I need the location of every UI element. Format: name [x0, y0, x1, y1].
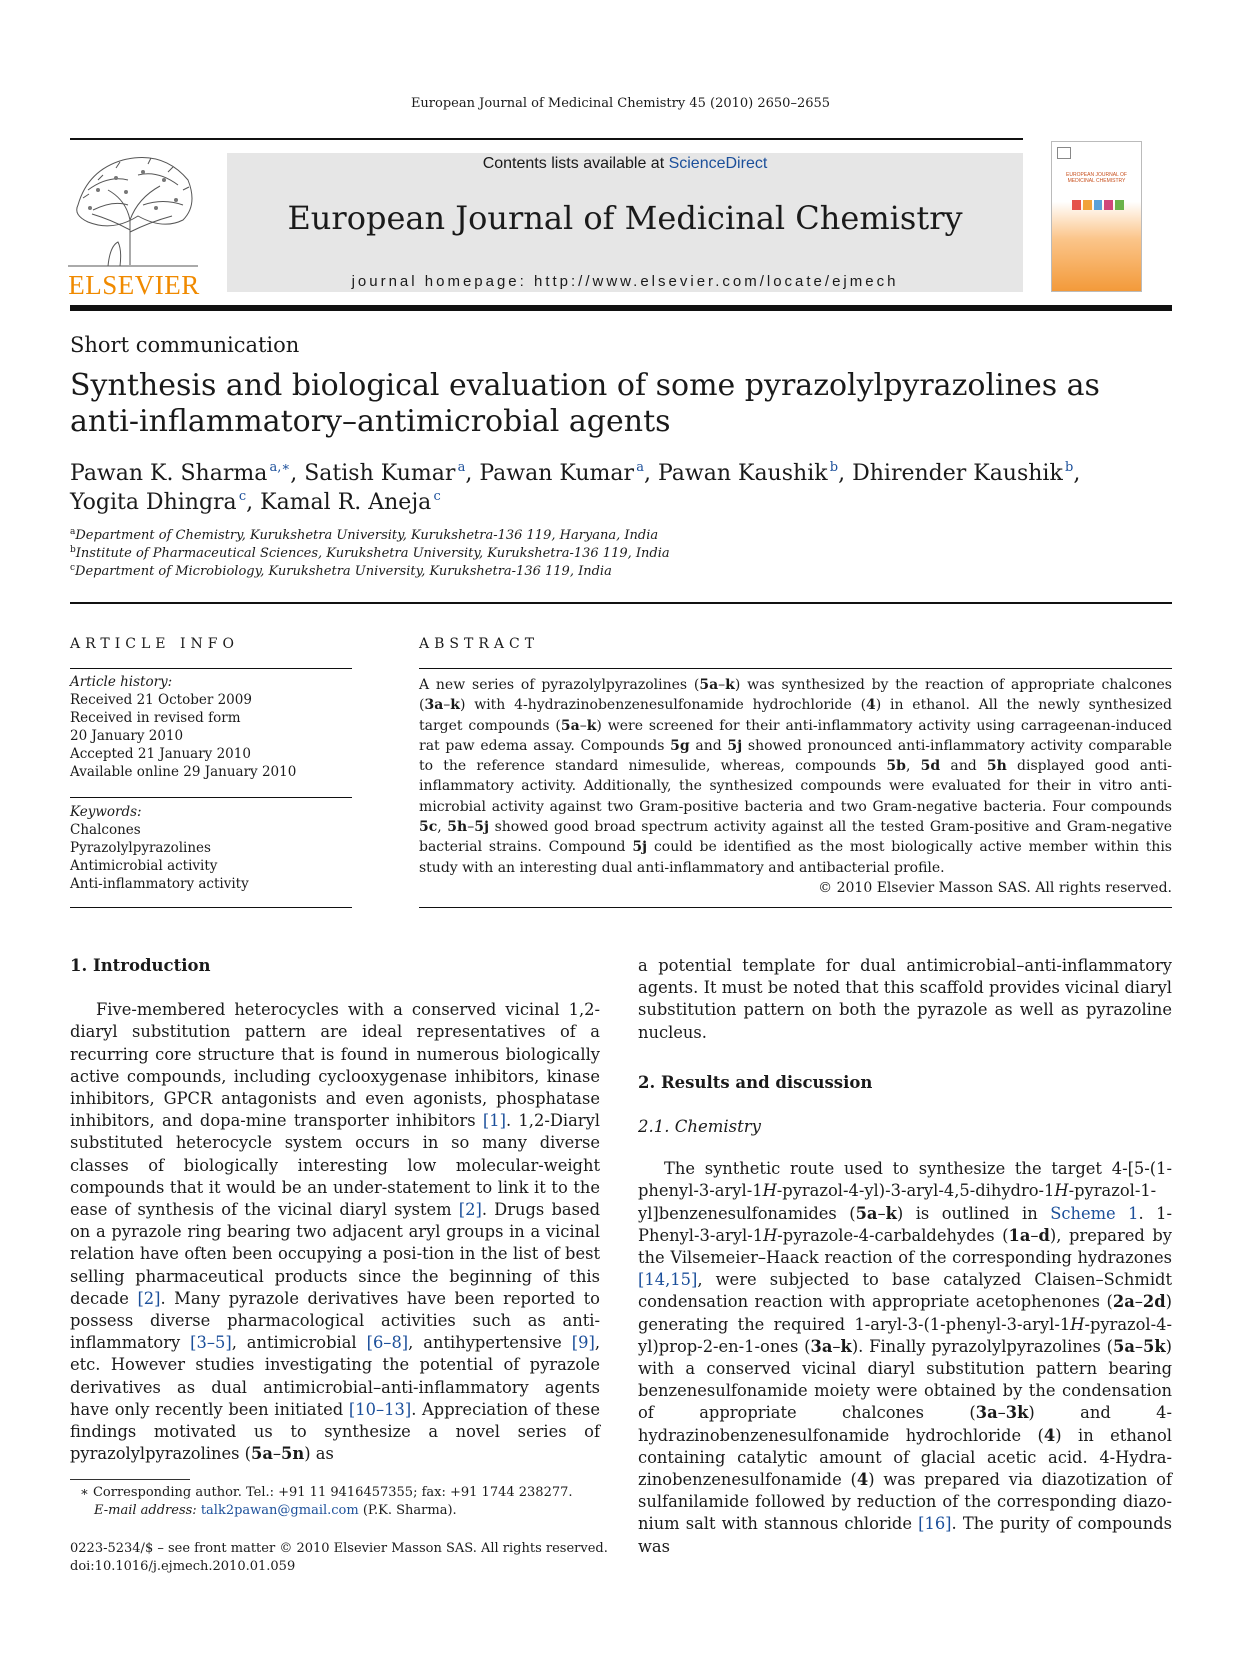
author-name: Pawan Kaushik — [657, 461, 828, 486]
history-item: Accepted 21 January 2010 — [70, 746, 251, 762]
author-name: Pawan K. Sharma — [70, 461, 268, 486]
author-affiliation-marker[interactable]: a,∗ — [269, 460, 291, 475]
cover-title: EUROPEAN JOURNAL OF MEDICINAL CHEMISTRY — [1066, 172, 1127, 184]
introduction-heading: 1. Introduction — [70, 956, 211, 975]
article-info-heading: ARTICLE INFO — [70, 636, 239, 652]
author-name: Pawan Kumar — [479, 461, 634, 486]
affiliation-marker: a — [70, 527, 76, 537]
article-title: Synthesis and biological evaluation of some pyrazolylpyrazolines as anti-inflammatory–antimicrobial agents — [70, 368, 1100, 439]
publisher-logo-text: ELSEVIER — [68, 270, 200, 300]
email-note — [94, 1502, 634, 1520]
email-link[interactable]: talk2pawan@gmail.com — [200, 1503, 359, 1518]
article-info-rule — [70, 668, 352, 669]
keywords-list — [70, 803, 352, 893]
affiliation-text: Department of Chemistry, Kurukshetra University, Kurukshetra-136 119, Haryana, India — [75, 528, 659, 543]
cover-logo-icon — [1057, 147, 1071, 159]
history-item: Received 21 October 2009 — [70, 692, 252, 708]
header-top-rule — [70, 138, 1023, 140]
footnote-rule — [70, 1479, 190, 1480]
email-suffix: (P.K. Sharma). — [358, 1503, 457, 1518]
email-label: E-mail address: — [94, 1503, 197, 1518]
author-affiliation-marker[interactable]: c — [433, 489, 441, 504]
journal-title: European Journal of Medicinal Chemistry — [287, 199, 963, 237]
history-item: Available online 29 January 2010 — [70, 764, 297, 780]
results-heading: 2. Results and discussion — [638, 1072, 873, 1092]
body-paragraph: Five-membered heterocycles with a conserved vicinal 1,2-diaryl substitution pattern are ideal representatives of a recurring core structure that is found in numerous biologically active compounds, including cyclooxygenase inhibitors, kinase inhibitors, GPCR antagonists and even agonists, phosphatase inhibitors, and dopa-mine transporter inhibitors [1]. 1,2-Diaryl substituted heterocycle system occurs in so many diverse classes of biologically interesting low molecular-weight compounds that it would be an under-statement to link it to the ease of synthesis of the vicinal diaryl system [2]. Drugs based on a pyrazole ring bearing two adjacent aryl groups in a vicinal relation have often been occupying a posi-tion in the list of best selling pharmaceutical products since the beginning of this decade [2]. Many pyrazole derivatives have been reported to possess diverse pharmacological activities such as anti-inflammatory [3–5], antimicrobial [6–8], antihypertensive [9], etc. However studies investigating the potential of pyrazole derivatives as dual antimicrobial–anti-inflammatory agents have only recently been initiated [10–13]. Appreciation of these findings motivated us to synthesize a novel series of pyrazolylpyrazolines (5a–5n) as — [70, 1000, 600, 1464]
affiliation-marker: c — [70, 563, 76, 573]
abstract-rule — [419, 668, 1172, 669]
history-label: Article history: — [70, 674, 173, 690]
article-type: Short communication — [70, 333, 300, 357]
author-affiliation-marker[interactable]: a — [457, 460, 466, 475]
author-name: Yogita Dhingra — [70, 490, 237, 515]
affiliation — [70, 528, 658, 543]
article-info-bottom-rule — [70, 907, 352, 908]
keyword: Pyrazolylpyrazolines — [70, 840, 211, 856]
author-name: Kamal R. Aneja — [260, 490, 432, 515]
keywords-label: Keywords: — [70, 804, 142, 820]
chemistry-heading: 2.1. Chemistry — [638, 1117, 761, 1137]
header-thick-rule — [70, 305, 1172, 311]
body-column-right — [638, 955, 1172, 1558]
body-paragraph: a potential template for dual antimicrobial–anti-inflammatory agents. It must be noted that this scaffold provides vicinal diaryl substitution pattern on both the pyrazole as well as pyrazoline nucleus. — [638, 956, 1172, 1042]
cover-color-bars — [1072, 200, 1124, 210]
affiliation — [70, 564, 612, 579]
journal-homepage: journal homepage: http://www.elsevier.com/locate/ejmech — [351, 273, 899, 290]
abstract-text: A new series of pyrazolylpyrazolines (5a–k) was synthesized by the reaction of appropriate chalcones (3a–k) with 4-hydrazinobenzenesulfonamide hydrochloride (4) in ethanol. All the newly synthesized target compounds (5a–k) were screened for their anti-inflammatory activity using carrageenan-induced rat paw edema assay. Compounds 5g and 5j showed pronounced anti-inflammatory activity comparable to the reference standard nimesulide, whereas, compounds 5b, 5d and 5h displayed good anti-inflammatory activity. Additionally, the synthesized compounds were evaluated for their in vitro anti-microbial activity against two Gram-positive bacteria and two Gram-negative bacteria. Four compounds 5c, 5h–5j showed good broad spectrum activity against all the tested Gram-positive and Gram-negative bacterial strains. Compound 5j could be identified as the most biologically active member within this study with an interesting dual anti-inflammatory and antibacterial profile. © 2010 Elsevier Masson SAS. All rights reserved. — [419, 675, 1172, 898]
history-item: 20 January 2010 — [70, 728, 184, 744]
author-affiliation-marker[interactable]: a — [636, 460, 644, 475]
author-affiliation-marker[interactable]: b — [829, 460, 839, 475]
author-name: Dhirender Kaushik — [852, 461, 1063, 486]
doi[interactable]: doi:10.1016/j.ejmech.2010.01.059 — [70, 1559, 296, 1574]
article-history — [70, 673, 352, 781]
front-matter-note: 0223-5234/$ – see front matter © 2010 Elsevier Masson SAS. All rights reserved. — [70, 1541, 608, 1556]
history-item: Received in revised form — [70, 710, 241, 726]
sciencedirect-link[interactable]: ScienceDirect — [668, 155, 768, 172]
keyword: Anti-inflammatory activity — [70, 876, 249, 892]
corresponding-author-note: ∗ Corresponding author. Tel.: +91 11 9416457355; fax: +91 1744 238277. — [80, 1485, 573, 1500]
contents-prefix: Contents lists available at — [482, 155, 669, 172]
affiliation-text: Department of Microbiology, Kurukshetra University, Kurukshetra-136 119, India — [75, 564, 612, 579]
affiliation-text: Institute of Pharmaceutical Sciences, Kurukshetra University, Kurukshetra-136 119, India — [75, 546, 670, 561]
abstract-copyright: © 2010 Elsevier Masson SAS. All rights reserved. — [818, 879, 1172, 896]
keyword: Antimicrobial activity — [70, 858, 218, 874]
author-affiliation-marker[interactable]: b — [1065, 460, 1074, 475]
abstract-bottom-rule — [419, 907, 1172, 908]
contents-availability — [227, 155, 1023, 173]
keywords-rule — [70, 797, 352, 798]
body-column-left — [70, 955, 600, 1465]
body-paragraph: The synthetic route used to synthesize the target 4-[5-(1-phenyl-3-aryl-1H-pyrazol-4-yl)-3-aryl-4,5-dihydro-1H-pyrazol-1-yl]benzenesulfonamides (5a–k) is outlined in Scheme 1. 1-Phenyl-3-aryl-1H-pyrazole-4-carbaldehydes (1a–d), prepared by the Vilsemeier–Haack reaction of the corresponding hydrazones [14,15], were subjected to base catalyzed Claisen–Schmidt condensation reaction with appropriate acetophenones (2a–2d) generating the required 1-aryl-3-(1-phenyl-3-aryl-1H-pyrazol-4-yl)prop-2-en-1-ones (3a–k). Finally pyrazolylpyrazolines (5a–5k) with a conserved vicinal diaryl substitution pattern bearing benzenesulfonamide moiety were obtained by the condensation of appropriate chalcones (3a–3k) and 4-hydrazinobenzenesulfonamide hydrochloride (4) in ethanol containing catalytic amount of glacial acetic acid. 4-Hydra-zinobenzenesulfonamide (4) was prepared via diazotization of sulfanilamide followed by reduction of the corresponding diazo-nium salt with stannous chloride [16]. The purity of compounds was — [638, 1159, 1173, 1556]
affiliation-marker: b — [70, 545, 76, 555]
section-divider — [70, 602, 1172, 604]
author-list: Pawan K. Sharma $^{a,∗}$, Satish Kumar $^a$, Pawan Kumar $^a$, Pawan Kaushik $^b$, Dhirender Kaushik $^b$, Yogita Dhingra $^c$, Kamal R. Aneja $^c$ — [70, 460, 1081, 515]
author-name: Satish Kumar — [304, 461, 456, 486]
journal-citation: European Journal of Medicinal Chemistry 45 (2010) 2650–2655 — [410, 96, 831, 111]
author-affiliation-marker[interactable]: c — [238, 489, 247, 504]
keyword: Chalcones — [70, 822, 141, 838]
journal-cover-image — [1051, 141, 1142, 292]
affiliation — [70, 546, 670, 561]
abstract-heading: ABSTRACT — [419, 636, 540, 652]
